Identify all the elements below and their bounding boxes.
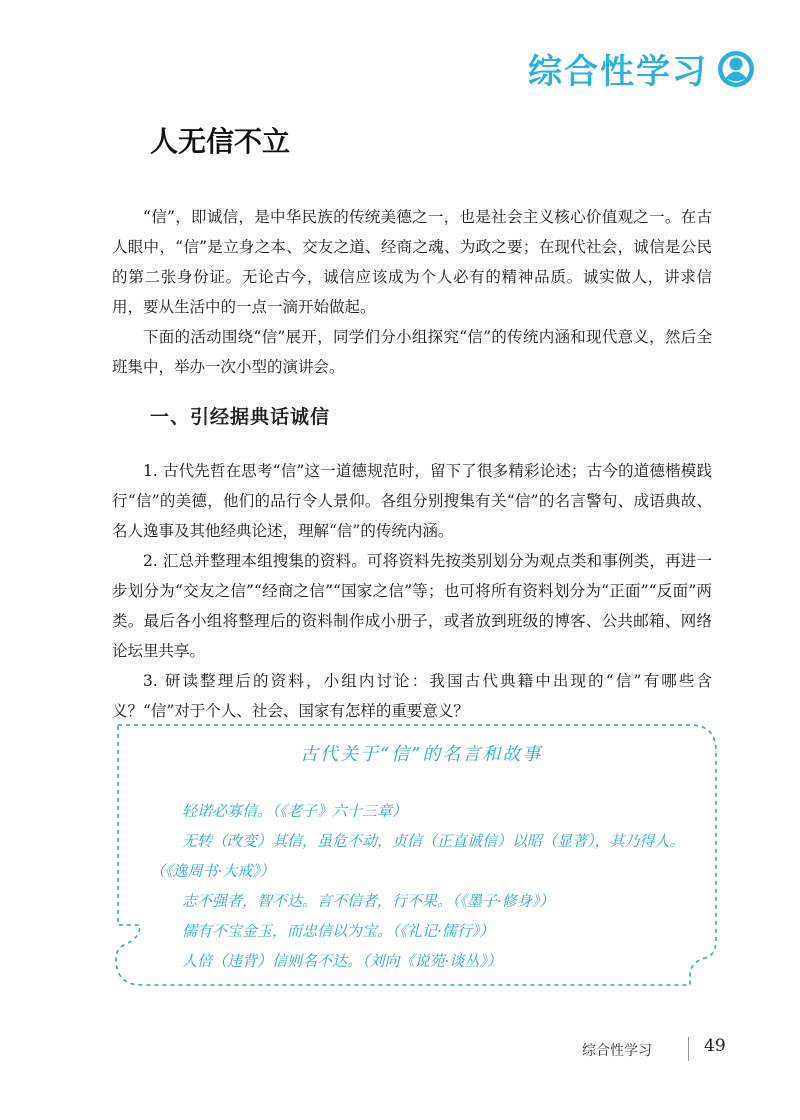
quote-box-title: 古代关于“信”的名言和故事 <box>300 744 543 765</box>
intro-paragraph: 下面的活动围绕“信”展开，同学们分小组探究“信”的传统内涵和现代意义，然后全班集中，举办一次小型的演讲会。 <box>112 328 712 376</box>
page-number: 49 <box>704 1036 726 1056</box>
activity-step: 2. 汇总并整理本组搜集的资料。可将资料先按类别划分为观点类和事例类，再进一步划分为“交友之信”“经商之信”“国家之信”等；也可将所有资料划分为“正面”“反面”两类。最后各小组将整理后的资料制作成小册子，或者放到班级的博客、公共邮箱、网络论坛里共享。 <box>112 552 712 660</box>
quote-item: 无转（改变）其信，虽危不动，贞信（正直诚信）以昭（显著），其乃得人。（《逸周书·大戒》） <box>150 832 685 880</box>
quote-item: 人倍（违背）信则名不达。（刘向《说苑·谈丛》） <box>182 952 502 970</box>
quote-item: 儒有不宝金玉，而忠信以为宝。（《礼记·儒行》） <box>182 922 495 940</box>
activity-step: 1. 古代先哲在思考“信”这一道德规范时，留下了很多精彩论述；古今的道德楷模践行“信”的美德，他们的品行令人景仰。各组分别搜集有关“信”的名言警句、成语典故、名人逸事及其他经典论述，理解“信”的传统内涵。 <box>112 462 712 540</box>
footer-divider <box>688 1037 689 1061</box>
quote-item: 轻诺必寡信。（《老子》六十三章） <box>182 802 408 820</box>
section-title: 综合性学习 <box>528 52 708 92</box>
person-icon <box>716 49 756 89</box>
intro-paragraph: “信”，即诚信，是中华民族的传统美德之一，也是社会主义核心价值观之一。在古人眼中，“信”是立身之本、交友之道、经商之魂、为政之要；在现代社会，诚信是公民的第二张身份证。无论古今，诚信应该成为个人必有的精神品质。诚实做人，讲求信用，要从生活中的一点一滴开始做起。 <box>112 208 712 316</box>
activity-step: 3. 研读整理后的资料，小组内讨论：我国古代典籍中出现的“信”有哪些含义？“信”对于个人、社会、国家有怎样的重要意义？ <box>112 672 712 720</box>
page-title: 人无信不立 <box>150 125 291 158</box>
footer-section-label: 综合性学习 <box>582 1043 652 1059</box>
quote-item: 志不强者，智不达。言不信者，行不果。（《墨子·修身》） <box>182 892 555 910</box>
section-heading: 一、引经据典话诚信 <box>150 406 331 428</box>
